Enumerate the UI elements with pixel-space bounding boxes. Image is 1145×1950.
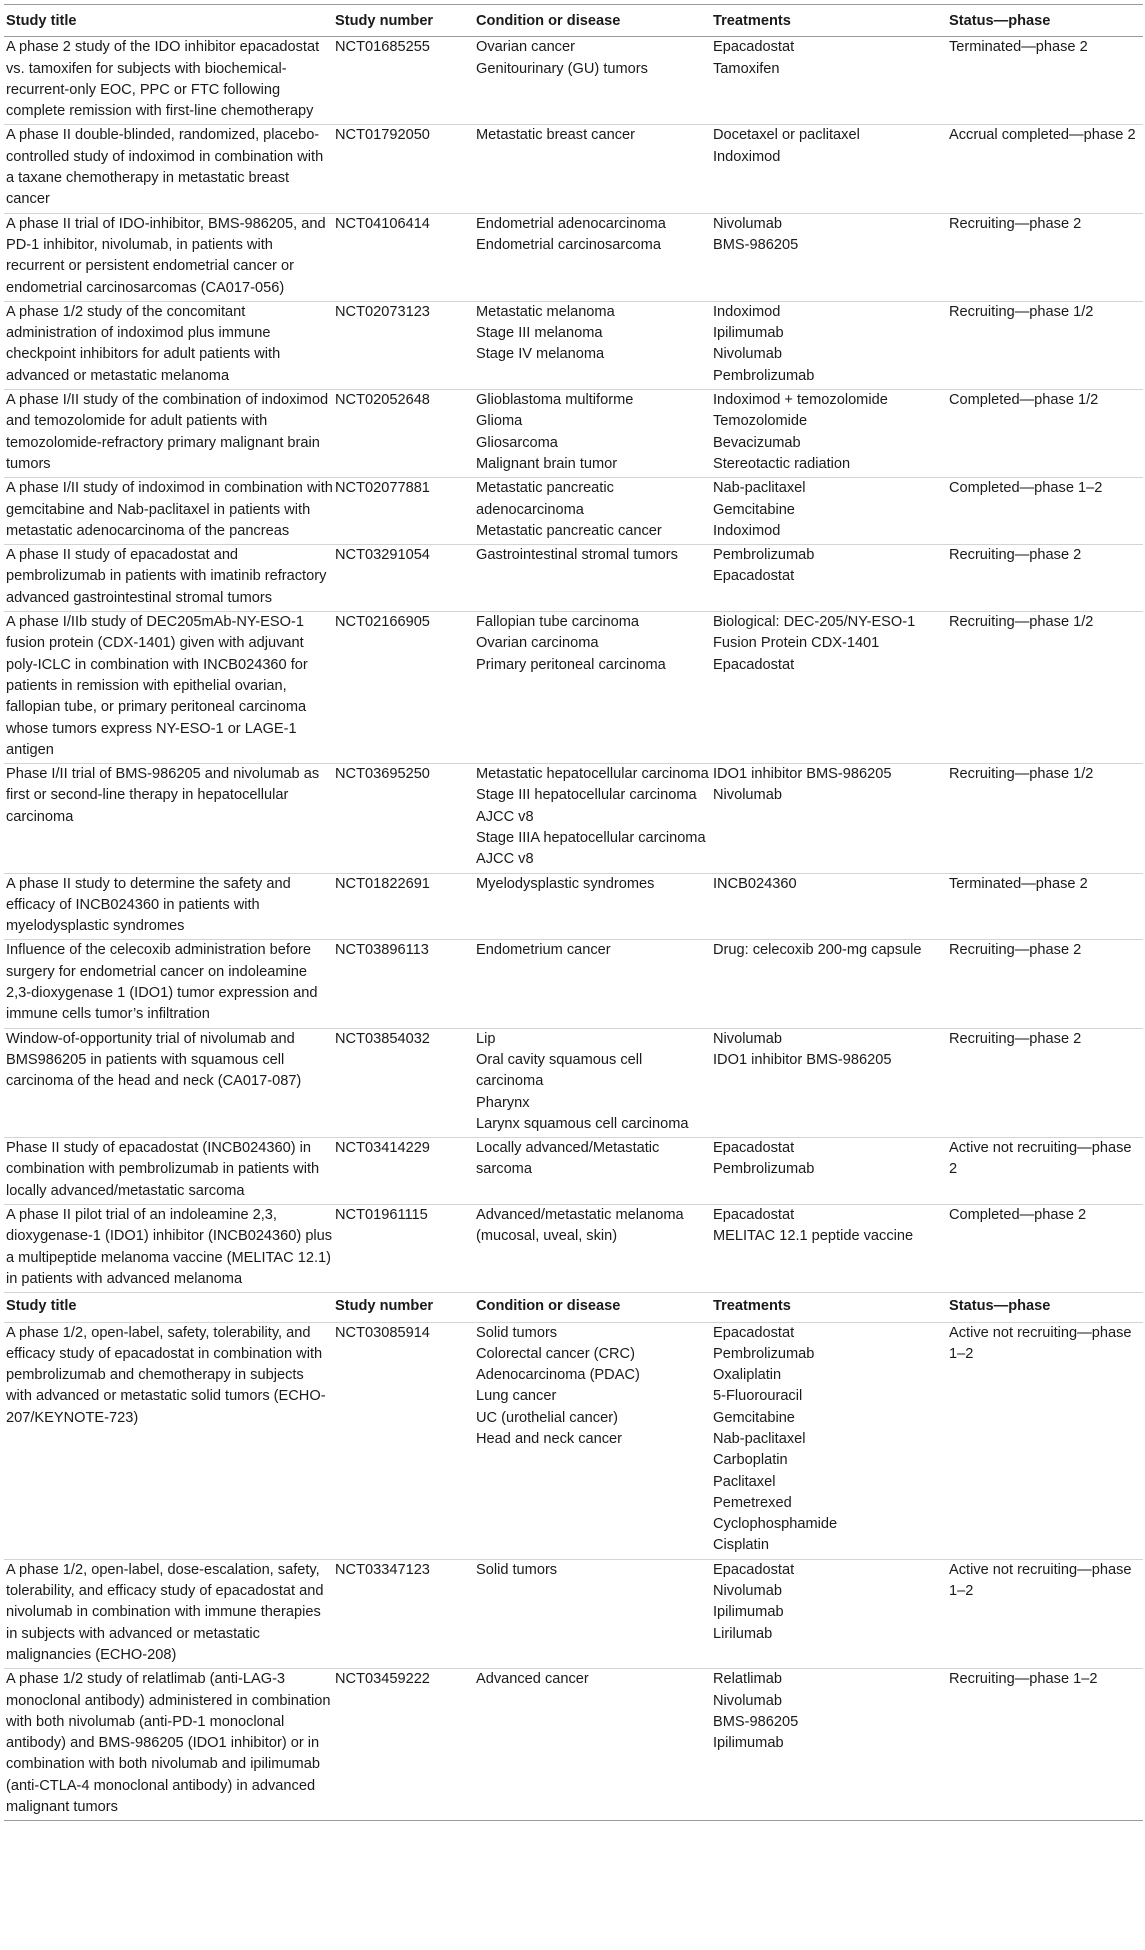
study-title-cell: A phase 1/2 study of the concomitant administration of indoximod plus immune checkpoint inhibitors for adult patients with advanced or metastatic melanoma [4,301,333,389]
study-number-cell: NCT01961115 [333,1205,474,1293]
treatment-item: INCB024360 [713,875,797,892]
study-number-cell: NCT03291054 [333,545,474,612]
condition-item: Ovarian carcinoma [476,635,599,652]
table-row [4,301,1143,389]
condition-item: Lung cancer [476,1388,557,1405]
treatment-item: Ipilimumab [713,1604,784,1621]
treatment-item: Oxaliplatin [713,1367,782,1384]
treatment-item: Docetaxel or paclitaxel [713,127,860,144]
treatments-cell [711,873,947,940]
condition-cell [474,1669,711,1821]
treatment-item: Epacadostat [713,1140,795,1157]
table-row [4,612,1143,764]
condition-item: Myelodysplastic syndromes [476,875,655,892]
study-title-cell: Phase II study of epacadostat (INCB024360) in combination with pembrolizumab in patients with locally advanced/metastatic sarcoma [4,1138,333,1205]
treatment-item: Epacadostat [713,1324,795,1341]
treatment-item: Indoximod [713,303,781,320]
condition-item: Solid tumors [476,1324,558,1341]
condition-item: Endometrial carcinosarcoma [476,236,661,253]
treatments-cell [711,1205,947,1293]
treatment-item: Indoximod + temozolomide [713,392,888,409]
table-header-row [4,5,1143,37]
study-number-cell: NCT03695250 [333,764,474,873]
study-number-cell: NCT03347123 [333,1559,474,1668]
table-row [4,390,1143,478]
status-phase-cell: Terminated—phase 2 [947,37,1143,125]
status-phase-cell: Active not recruiting—phase 2 [947,1138,1143,1205]
treatments-cell [711,478,947,545]
condition-item: Lip [476,1030,496,1047]
treatments-cell [711,1669,947,1821]
condition-item: Stage III hepatocellular carcinoma AJCC v8 [476,787,697,825]
study-number-cell: NCT03854032 [333,1028,474,1137]
treatment-item: BMS-986205 [713,236,799,253]
treatment-item: IDO1 inhibitor BMS-986205 [713,766,892,783]
table-body [4,37,1143,1821]
condition-item: Colorectal cancer (CRC) [476,1345,635,1362]
condition-cell [474,1138,711,1205]
treatments-cell [711,1559,947,1668]
table-row [4,1322,1143,1559]
treatments-cell [711,1028,947,1137]
header-treatments: Treatments [711,5,947,37]
status-phase-cell: Active not recruiting—phase 1–2 [947,1559,1143,1668]
treatment-item: Pembrolizumab [713,1345,815,1362]
condition-item: UC (urothelial cancer) [476,1409,618,1426]
treatments-cell [711,213,947,301]
table-row [4,1028,1143,1137]
treatment-item: Indoximod [713,148,781,165]
table-row [4,1205,1143,1293]
treatment-item: Epacadostat [713,656,795,673]
study-title-cell: A phase II double-blinded, randomized, placebo-controlled study of indoximod in combination with a taxane chemotherapy in metastatic breast cancer [4,125,333,213]
condition-item: Glioma [476,413,523,430]
condition-item: Advanced cancer [476,1671,589,1688]
status-phase-cell: Completed—phase 1/2 [947,390,1143,478]
treatments-cell [711,940,947,1028]
study-title-cell: Window-of-opportunity trial of nivolumab and BMS986205 in patients with squamous cell carcinoma of the head and neck (CA017-087) [4,1028,333,1137]
treatment-item: Bevacizumab [713,434,801,451]
study-title-cell: A phase II pilot trial of an indoleamine 2,3, dioxygenase-1 (IDO1) inhibitor (INCB024360) plus a multipeptide melanoma vaccine (MELITAC 12.1) in patients with advanced melanoma [4,1205,333,1293]
condition-cell [474,1205,711,1293]
condition-item: Endometrium cancer [476,942,611,959]
condition-item: Metastatic pancreatic cancer [476,522,662,539]
condition-cell [474,1559,711,1668]
treatment-item: Gemcitabine [713,501,795,518]
condition-item: Metastatic hepatocellular carcinoma [476,766,709,783]
study-number-cell: NCT01685255 [333,37,474,125]
condition-item: Metastatic melanoma [476,303,615,320]
study-title-cell: A phase 1/2, open-label, safety, tolerability, and efficacy study of epacadostat in combination with pembrolizumab and chemotherapy in subjects with advanced or metastatic solid tumors (ECHO-207/KEYNOTE-723) [4,1322,333,1559]
table-row [4,1138,1143,1205]
condition-item: Metastatic pancreatic adenocarcinoma [476,480,614,518]
treatment-item: Cisplatin [713,1537,769,1554]
treatment-item: Nivolumab [713,1583,782,1600]
condition-item: Solid tumors [476,1561,558,1578]
status-phase-cell: Recruiting—phase 2 [947,1028,1143,1137]
treatment-item: Indoximod [713,522,781,539]
treatment-item: Paclitaxel [713,1473,776,1490]
treatment-item: Relatlimab [713,1671,782,1688]
table-row [4,764,1143,873]
study-number-cell: NCT03085914 [333,1322,474,1559]
treatments-cell [711,1322,947,1559]
condition-item: Stage IV melanoma [476,346,605,363]
condition-item: Gliosarcoma [476,434,558,451]
study-title-cell: Phase I/II trial of BMS-986205 and nivolumab as first or second-line therapy in hepatocellular carcinoma [4,764,333,873]
treatment-item: Nivolumab [713,215,782,232]
treatment-item: Pembrolizumab [713,547,815,564]
condition-cell [474,545,711,612]
study-number-cell: NCT03414229 [333,1138,474,1205]
study-title-cell: A phase I/IIb study of DEC205mAb-NY-ESO-1 fusion protein (CDX-1401) given with adjuvant poly-ICLC in combination with INCB024360 for patients in remission with epithelial ovarian, fallopian tube, or primary peritoneal carcinoma whose tumors express NY-ESO-1 or LAGE-1 antigen [4,612,333,764]
condition-item: Stage IIIA hepatocellular carcinoma AJCC v8 [476,829,706,868]
status-phase-cell: Recruiting—phase 2 [947,545,1143,612]
treatments-cell [711,1138,947,1205]
treatments-cell [711,301,947,389]
condition-item: Stage III melanoma [476,325,603,342]
condition-cell [474,873,711,940]
study-title-cell: A phase 1/2, open-label, dose-escalation, safety, tolerability, and efficacy study of epacadostat and nivolumab in combination with immune therapies in subjects with advanced or metastatic malignancies (ECHO-208) [4,1559,333,1668]
status-phase-cell: Recruiting—phase 1/2 [947,301,1143,389]
treatment-item: Nab-paclitaxel [713,480,806,497]
treatments-cell [711,37,947,125]
condition-cell [474,940,711,1028]
header-condition: Condition or disease [474,1293,711,1322]
treatment-item: Epacadostat [713,1561,795,1578]
header-status-phase: Status—phase [947,1293,1143,1322]
condition-cell [474,125,711,213]
table-header-row-repeat [4,1293,1143,1322]
status-phase-cell: Recruiting—phase 2 [947,940,1143,1028]
status-phase-cell: Accrual completed—phase 2 [947,125,1143,213]
header-treatments: Treatments [711,1293,947,1322]
condition-item: Fallopian tube carcinoma [476,614,640,631]
condition-item: Primary peritoneal carcinoma [476,656,666,673]
treatment-item: Temozolomide [713,413,808,430]
treatment-item: Biological: DEC-205/NY-ESO-1 Fusion Protein CDX-1401 [713,614,916,652]
header-study-title: Study title [4,1293,333,1322]
treatment-item: BMS-986205 [713,1713,799,1730]
study-number-cell: NCT03459222 [333,1669,474,1821]
treatments-cell [711,764,947,873]
condition-item: Malignant brain tumor [476,455,618,472]
condition-item: Adenocarcinoma (PDAC) [476,1367,640,1384]
table-row [4,873,1143,940]
treatment-item: Epacadostat [713,39,795,56]
header-study-number: Study number [333,1293,474,1322]
condition-item: Endometrial adenocarcinoma [476,215,666,232]
study-title-cell: Influence of the celecoxib administration before surgery for endometrial cancer on indoleamine 2,3-dioxygenase 1 (IDO1) tumor expression and immune cells tumor’s infiltration [4,940,333,1028]
condition-item: Genitourinary (GU) tumors [476,60,648,77]
treatment-item: Cyclophosphamide [713,1516,838,1533]
table-row [4,37,1143,125]
status-phase-cell: Recruiting—phase 1/2 [947,764,1143,873]
table-row [4,478,1143,545]
treatment-item: 5-Fluorouracil [713,1388,803,1405]
treatment-item: Stereotactic radiation [713,455,851,472]
treatment-item: MELITAC 12.1 peptide vaccine [713,1228,914,1245]
study-number-cell: NCT02052648 [333,390,474,478]
treatments-cell [711,545,947,612]
status-phase-cell: Completed—phase 2 [947,1205,1143,1293]
condition-cell [474,301,711,389]
condition-cell [474,390,711,478]
status-phase-cell: Active not recruiting—phase 1–2 [947,1322,1143,1559]
table-row [4,125,1143,213]
study-number-cell: NCT03896113 [333,940,474,1028]
study-title-cell: A phase II trial of IDO-inhibitor, BMS-986205, and PD-1 inhibitor, nivolumab, in patients with recurrent or persistent endometrial cancer or endometrial carcinosarcomas (CA017-056) [4,213,333,301]
condition-item: Ovarian cancer [476,39,575,56]
condition-cell [474,478,711,545]
study-number-cell: NCT01822691 [333,873,474,940]
condition-cell [474,1028,711,1137]
condition-item: Head and neck cancer [476,1431,623,1447]
condition-item: Pharynx [476,1094,530,1111]
study-number-cell: NCT02077881 [333,478,474,545]
condition-item: Larynx squamous cell carcinoma [476,1115,689,1132]
treatment-item: Pemetrexed [713,1494,792,1511]
treatment-item: Pembrolizumab [713,367,815,384]
treatment-item: Ipilimumab [713,325,784,342]
status-phase-cell: Recruiting—phase 2 [947,213,1143,301]
table-row [4,1669,1143,1821]
clinical-trials-table [4,4,1143,1821]
treatment-item: Nivolumab [713,1692,782,1709]
study-number-cell: NCT02166905 [333,612,474,764]
status-phase-cell: Recruiting—phase 1/2 [947,612,1143,764]
treatment-item: Nivolumab [713,787,782,804]
condition-item: Advanced/metastatic melanoma (mucosal, uveal, skin) [476,1207,684,1245]
condition-cell [474,1322,711,1559]
header-study-title: Study title [4,5,333,37]
header-status-phase: Status—phase [947,5,1143,37]
status-phase-cell: Recruiting—phase 1–2 [947,1669,1143,1821]
study-number-cell: NCT02073123 [333,301,474,389]
study-title-cell: A phase II study to determine the safety and efficacy of INCB024360 in patients with myelodysplastic syndromes [4,873,333,940]
status-phase-cell: Completed—phase 1–2 [947,478,1143,545]
treatments-cell [711,612,947,764]
condition-cell [474,37,711,125]
study-title-cell: A phase II study of epacadostat and pembrolizumab in patients with imatinib refractory advanced gastrointestinal stromal tumors [4,545,333,612]
table-row [4,545,1143,612]
table-row [4,213,1143,301]
status-phase-cell: Terminated—phase 2 [947,873,1143,940]
condition-item: Oral cavity squamous cell carcinoma [476,1051,643,1090]
treatment-item: Epacadostat [713,1207,795,1224]
condition-item: Gastrointestinal stromal tumors [476,547,678,564]
study-title-cell: A phase I/II study of the combination of indoximod and temozolomide for adult patients with temozolomide-refractory primary malignant brain tumors [4,390,333,478]
condition-cell [474,764,711,873]
study-number-cell: NCT01792050 [333,125,474,213]
header-study-number: Study number [333,5,474,37]
treatment-item: Lirilumab [713,1625,773,1642]
table-row [4,1559,1143,1668]
condition-cell [474,213,711,301]
treatment-item: Pembrolizumab [713,1161,815,1178]
study-title-cell: A phase 2 study of the IDO inhibitor epacadostat vs. tamoxifen for subjects with biochemical-recurrent-only EOC, PPC or FTC following complete remission with first-line chemotherapy [4,37,333,125]
treatment-item: Epacadostat [713,568,795,585]
condition-cell [474,612,711,764]
treatment-item: Tamoxifen [713,60,780,77]
treatment-item: IDO1 inhibitor BMS-986205 [713,1051,892,1068]
table-row [4,940,1143,1028]
treatment-item: Carboplatin [713,1452,788,1469]
condition-item: Glioblastoma multiforme [476,392,634,409]
treatment-item: Nivolumab [713,346,782,363]
treatment-item: Nab-paclitaxel [713,1431,806,1447]
condition-item: Locally advanced/Metastatic sarcoma [476,1140,660,1178]
treatment-item: Nivolumab [713,1030,782,1047]
treatments-cell [711,390,947,478]
header-condition: Condition or disease [474,5,711,37]
treatment-item: Gemcitabine [713,1409,795,1426]
treatments-cell [711,125,947,213]
treatment-item: Ipilimumab [713,1735,784,1752]
study-title-cell: A phase 1/2 study of relatlimab (anti-LAG-3 monoclonal antibody) administered in combination with both nivolumab (anti-PD-1 monoclonal antibody) and BMS-986205 (IDO1 inhibitor) or in combination with both nivolumab and ipilimumab (anti-CTLA-4 monoclonal antibody) in advanced malignant tumors [4,1669,333,1821]
study-number-cell: NCT04106414 [333,213,474,301]
study-title-cell: A phase I/II study of indoximod in combination with gemcitabine and Nab-paclitaxel in patients with metastatic adenocarcinoma of the pancreas [4,478,333,545]
treatment-item: Drug: celecoxib 200-mg capsule [713,942,922,959]
condition-item: Metastatic breast cancer [476,127,635,144]
